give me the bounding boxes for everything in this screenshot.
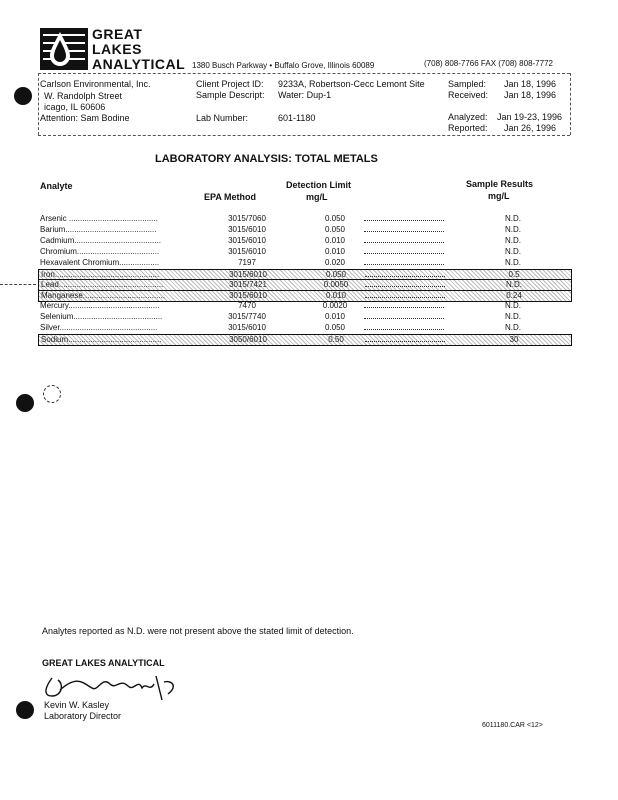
client-name: Carlson Environmental, Inc. (40, 79, 151, 89)
epa-method: 3015/6010 (228, 235, 266, 245)
detection-limit: 0.050 (324, 323, 346, 332)
signatory-name: Kevin W. Kasley (44, 700, 110, 710)
circle-mark (43, 385, 61, 403)
detection-limit: 0.050 (324, 214, 346, 223)
margin-dash-mark (0, 284, 36, 285)
epa-method: 3015/6010 (228, 224, 266, 234)
epa-method: 3015/6010 (229, 291, 267, 301)
lab-number-value: 601-1180 (278, 113, 316, 123)
document-code: 6011180.CAR <12> (482, 722, 543, 729)
leader-dots (364, 220, 444, 221)
detection-limit: 0.020 (324, 257, 346, 267)
header-left-border (38, 73, 39, 135)
header-right-border (570, 73, 571, 135)
analyzed-label: Analyzed: (448, 112, 488, 122)
received-value: Jan 18, 1996 (504, 90, 557, 100)
analyte-name: Arsenic ........................................ (40, 214, 158, 223)
epa-method: 3015/6010 (228, 323, 266, 332)
col-analyte: Analyte (40, 181, 73, 191)
col-sample-results: Sample Results (466, 179, 534, 189)
header-bottom-border (38, 135, 570, 136)
table-row (38, 214, 570, 224)
analyte-name: Sodium.......................................... (41, 334, 162, 344)
sample-descript-label: Sample Descript: (196, 90, 265, 100)
lab-number-label: Lab Number: (196, 113, 249, 123)
project-id-value: 9233A, Robertson-Cecc Lemont Site (278, 79, 425, 89)
analyte-name: Mercury......................................... (40, 301, 160, 311)
epa-method: 3050/6010 (229, 334, 267, 344)
analyte-name: Selenium........................................ (40, 312, 163, 322)
punch-hole-middle (16, 394, 34, 412)
project-id-label: Client Project ID: (196, 79, 264, 89)
header-top-border (38, 73, 570, 74)
sample-result: 30 (509, 334, 519, 344)
analyzed-value: Jan 19-23, 1996 (497, 112, 563, 122)
detection-limit: 0.010 (324, 246, 346, 256)
signature-company: GREAT LAKES ANALYTICAL (42, 658, 165, 668)
client-attention: Attention: Sam Bodine (40, 113, 130, 123)
leader-dots (364, 242, 444, 243)
report-title: LABORATORY ANALYSIS: TOTAL METALS (155, 153, 378, 165)
detection-limit: 0.050 (324, 224, 346, 234)
reported-label: Reported: (448, 123, 488, 133)
analyte-name: Barium......................................... (40, 224, 157, 234)
leader-dots (364, 231, 444, 232)
epa-method: 3015/7740 (228, 312, 266, 322)
col-detection-unit: mg/L (306, 192, 328, 202)
signatory-title: Laboratory Director (44, 711, 122, 721)
analyte-name: Lead............................................... (41, 280, 164, 290)
company-name-line3: ANALYTICAL (92, 56, 186, 72)
sample-result: 0.5 (508, 269, 520, 279)
company-phone-fax: (708) 808-7766 FAX (708) 808-7772 (424, 59, 553, 68)
sample-result: N.D. (505, 214, 521, 223)
leader-dots (365, 297, 445, 298)
epa-method: 3015/6010 (228, 246, 266, 256)
table-row (38, 225, 570, 235)
sample-result: N.D. (505, 235, 521, 245)
table-row (38, 301, 570, 311)
sample-result: N.D. (505, 312, 521, 322)
detection-limit: 0.0020 (322, 301, 348, 311)
leader-dots (364, 318, 444, 319)
analyte-name: Cadmium....................................... (40, 235, 161, 245)
sample-descript-value: Water: Dup-1 (278, 90, 332, 100)
detection-limit: 0.050 (325, 269, 347, 279)
sample-result: 0.24 (506, 291, 522, 301)
leader-dots (365, 341, 445, 342)
punch-hole-bottom (16, 701, 34, 719)
client-city: icago, IL 60606 (44, 102, 106, 112)
detection-limit: 0.010 (324, 235, 346, 245)
epa-method: 7470 (238, 301, 256, 311)
sampled-label: Sampled: (448, 79, 487, 89)
table-row (38, 323, 570, 333)
sample-result: N.D. (505, 301, 521, 311)
table-row (38, 236, 570, 246)
detection-limit: 0.010 (325, 291, 347, 301)
analyte-name: Silver............................................ (40, 323, 158, 332)
sample-result: N.D. (505, 323, 521, 332)
leader-dots (364, 307, 444, 308)
col-epa-method: EPA Method (204, 192, 256, 202)
table-row (38, 247, 570, 257)
sample-result: N.D. (505, 224, 521, 234)
epa-method: 3015/6010 (229, 269, 267, 279)
logo-mark-icon (40, 28, 88, 70)
epa-method: 3015/7060 (228, 214, 266, 223)
sample-result: N.D. (505, 257, 521, 267)
reported-value: Jan 26, 1996 (504, 123, 557, 133)
analyte-name: Manganese..................................... (41, 291, 166, 301)
col-results-unit: mg/L (488, 191, 510, 201)
table-row (38, 334, 572, 346)
analyte-name: Chromium..................................... (40, 246, 160, 256)
detection-limit: 0.0050 (323, 280, 349, 290)
table-row (38, 258, 570, 268)
company-name-line1: GREAT (92, 26, 143, 42)
leader-dots (365, 276, 445, 277)
company-name-line2: LAKES (92, 41, 142, 57)
epa-method: 3015/7421 (229, 280, 267, 290)
analyte-name: Hexavalent Chromium.................. (40, 257, 160, 267)
received-label: Received: (448, 90, 489, 100)
leader-dots (364, 264, 444, 265)
detection-limit: 0.50 (328, 334, 344, 344)
client-street: W. Randolph Street (44, 91, 123, 101)
leader-dots (364, 329, 444, 330)
company-address: 1380 Busch Parkway • Buffalo Grove, Illinois 60089 (192, 61, 375, 70)
col-detection-limit: Detection Limit (286, 180, 352, 190)
table-row (38, 312, 570, 322)
sample-result: N.D. (505, 246, 521, 256)
detection-limit: 0.010 (324, 312, 346, 322)
leader-dots (365, 286, 445, 287)
sample-result: N.D. (506, 280, 522, 290)
leader-dots (364, 253, 444, 254)
punch-hole-top (14, 87, 32, 105)
analyte-name: Iron............................................... (41, 269, 160, 279)
sampled-value: Jan 18, 1996 (504, 79, 557, 89)
company-logo (40, 28, 88, 70)
footnote: Analytes reported as N.D. were not present above the stated limit of detection. (42, 626, 354, 636)
epa-method: 7197 (238, 257, 256, 267)
